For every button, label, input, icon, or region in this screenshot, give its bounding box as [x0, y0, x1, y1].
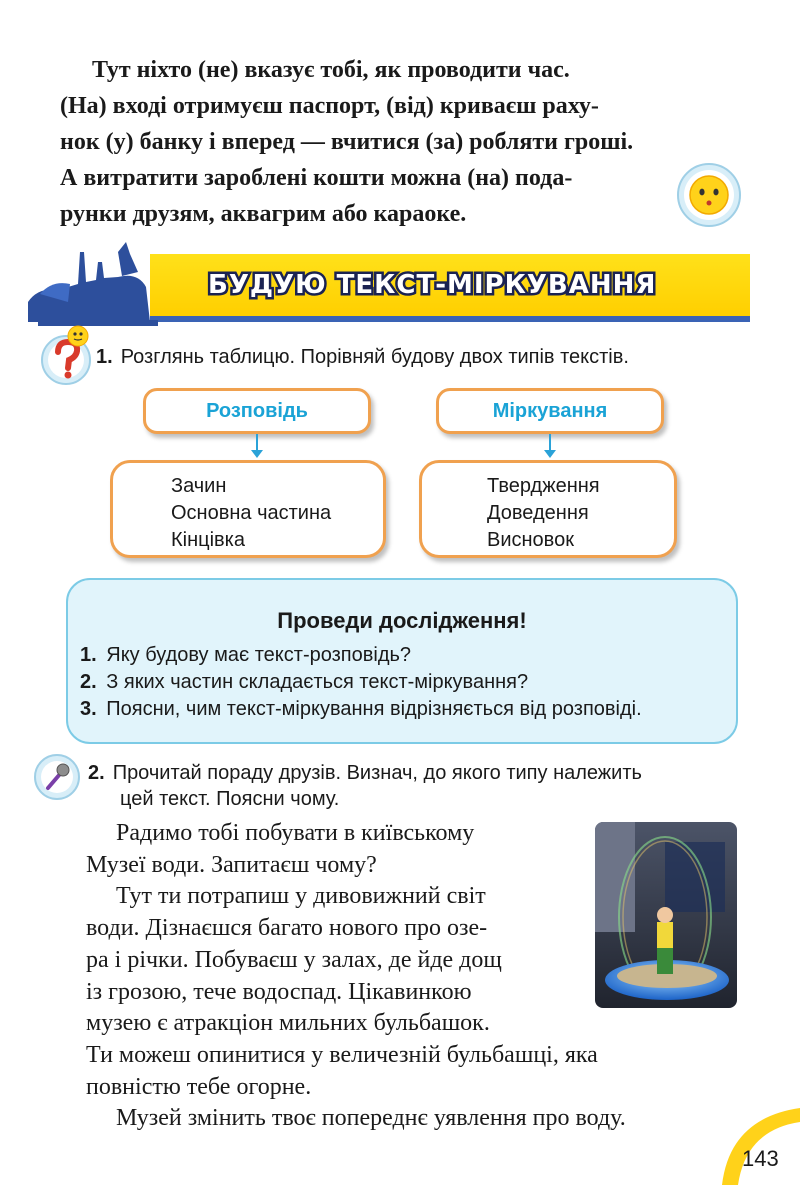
- intro-line: А витратити зароблені кошти можна (на) пода-: [60, 165, 573, 191]
- structure-item: Висновок: [487, 529, 574, 551]
- research-item-number: 3.: [80, 698, 97, 720]
- research-box: [66, 578, 738, 744]
- text-line: повністю тебе огорне.: [86, 1073, 312, 1100]
- intro-paragraph: [60, 52, 750, 232]
- reasoning-header: Міркування: [492, 399, 608, 422]
- reasoning-parts-box: [419, 460, 677, 558]
- text-line: води. Дізнаєшся багато нового про озе-: [86, 915, 488, 942]
- research-item: [80, 696, 642, 723]
- research-item-text: Поясни, чим текст-міркування відрізняється від розповіді.: [106, 698, 642, 720]
- task-number: 2.: [88, 762, 105, 784]
- page-number: 143: [742, 1146, 779, 1171]
- structure-item: Кінцівка: [171, 529, 245, 551]
- intro-line: рунки друзям, аквагрим або караоке.: [60, 201, 467, 227]
- down-arrow-icon: [549, 434, 551, 452]
- narrative-header: Розповідь: [206, 399, 308, 422]
- research-item-number: 2.: [80, 671, 97, 693]
- narrative-header-box: [143, 388, 371, 434]
- text-line: із грозою, тече водоспад. Цікавинкою: [86, 978, 472, 1005]
- task-2: [88, 760, 768, 812]
- task-1: [96, 344, 629, 370]
- intro-line: Тут ніхто (не) вказує тобі, як проводити час.: [92, 57, 570, 83]
- microphone-icon: [34, 754, 80, 800]
- task-text: Розглянь таблицю. Порівняй будову двох типів текстів.: [120, 346, 629, 368]
- text-line: Музей змінить твоє попереднє уявлення про воду.: [116, 1105, 626, 1132]
- smiley-icon: [676, 162, 742, 228]
- structure-item: Зачин: [171, 475, 227, 497]
- narrative-parts-box: [110, 460, 386, 558]
- structure-item: Твердження: [487, 475, 600, 497]
- task-text: Прочитай пораду друзів. Визнач, до якого типу належить: [112, 762, 642, 784]
- intro-line: нок (у) банку і вперед — вчитися (за) робляти гроші.: [60, 129, 634, 155]
- text-line: ра і річки. Побуваєш у залах, де йде дощ: [86, 946, 502, 973]
- research-title: Проведи дослідження!: [277, 608, 527, 633]
- research-item-text: Яку будову має текст-розповідь?: [106, 644, 412, 666]
- down-arrow-icon: [256, 434, 258, 452]
- research-item-number: 1.: [80, 644, 97, 666]
- section-title: БУДУЮ ТЕКСТ-МІРКУВАННЯ: [208, 270, 657, 300]
- monument-icon: [18, 232, 158, 332]
- reasoning-header-box: [436, 388, 664, 434]
- structure-item: Основна частина: [171, 502, 332, 524]
- research-item: [80, 669, 642, 696]
- text-line: Музеї води. Запитаєш чому?: [86, 851, 377, 878]
- research-item: [80, 642, 642, 669]
- research-list: [80, 642, 642, 723]
- question-mark-icon: [40, 322, 100, 386]
- museum-text: [86, 818, 626, 1135]
- text-line: Тут ти потрапиш у дивовижний світ: [116, 883, 486, 910]
- section-banner: [0, 232, 760, 342]
- intro-line: (На) вході отримуєш паспорт, (від) криваєш раху-: [60, 93, 599, 119]
- museum-bubble-photo: [595, 822, 737, 1008]
- structure-item: Доведення: [487, 502, 589, 524]
- text-line: Ти можеш опинитися у величезній бульбашці, яка: [86, 1041, 598, 1068]
- text-line: Радимо тобі побувати в київському: [116, 820, 475, 846]
- text-line: музею є атракціон мильних бульбашок.: [86, 1010, 490, 1037]
- research-item-text: З яких частин складається текст-міркування?: [106, 671, 529, 693]
- task-number: 1.: [96, 346, 113, 368]
- task-text: цей текст. Поясни чому.: [120, 788, 340, 810]
